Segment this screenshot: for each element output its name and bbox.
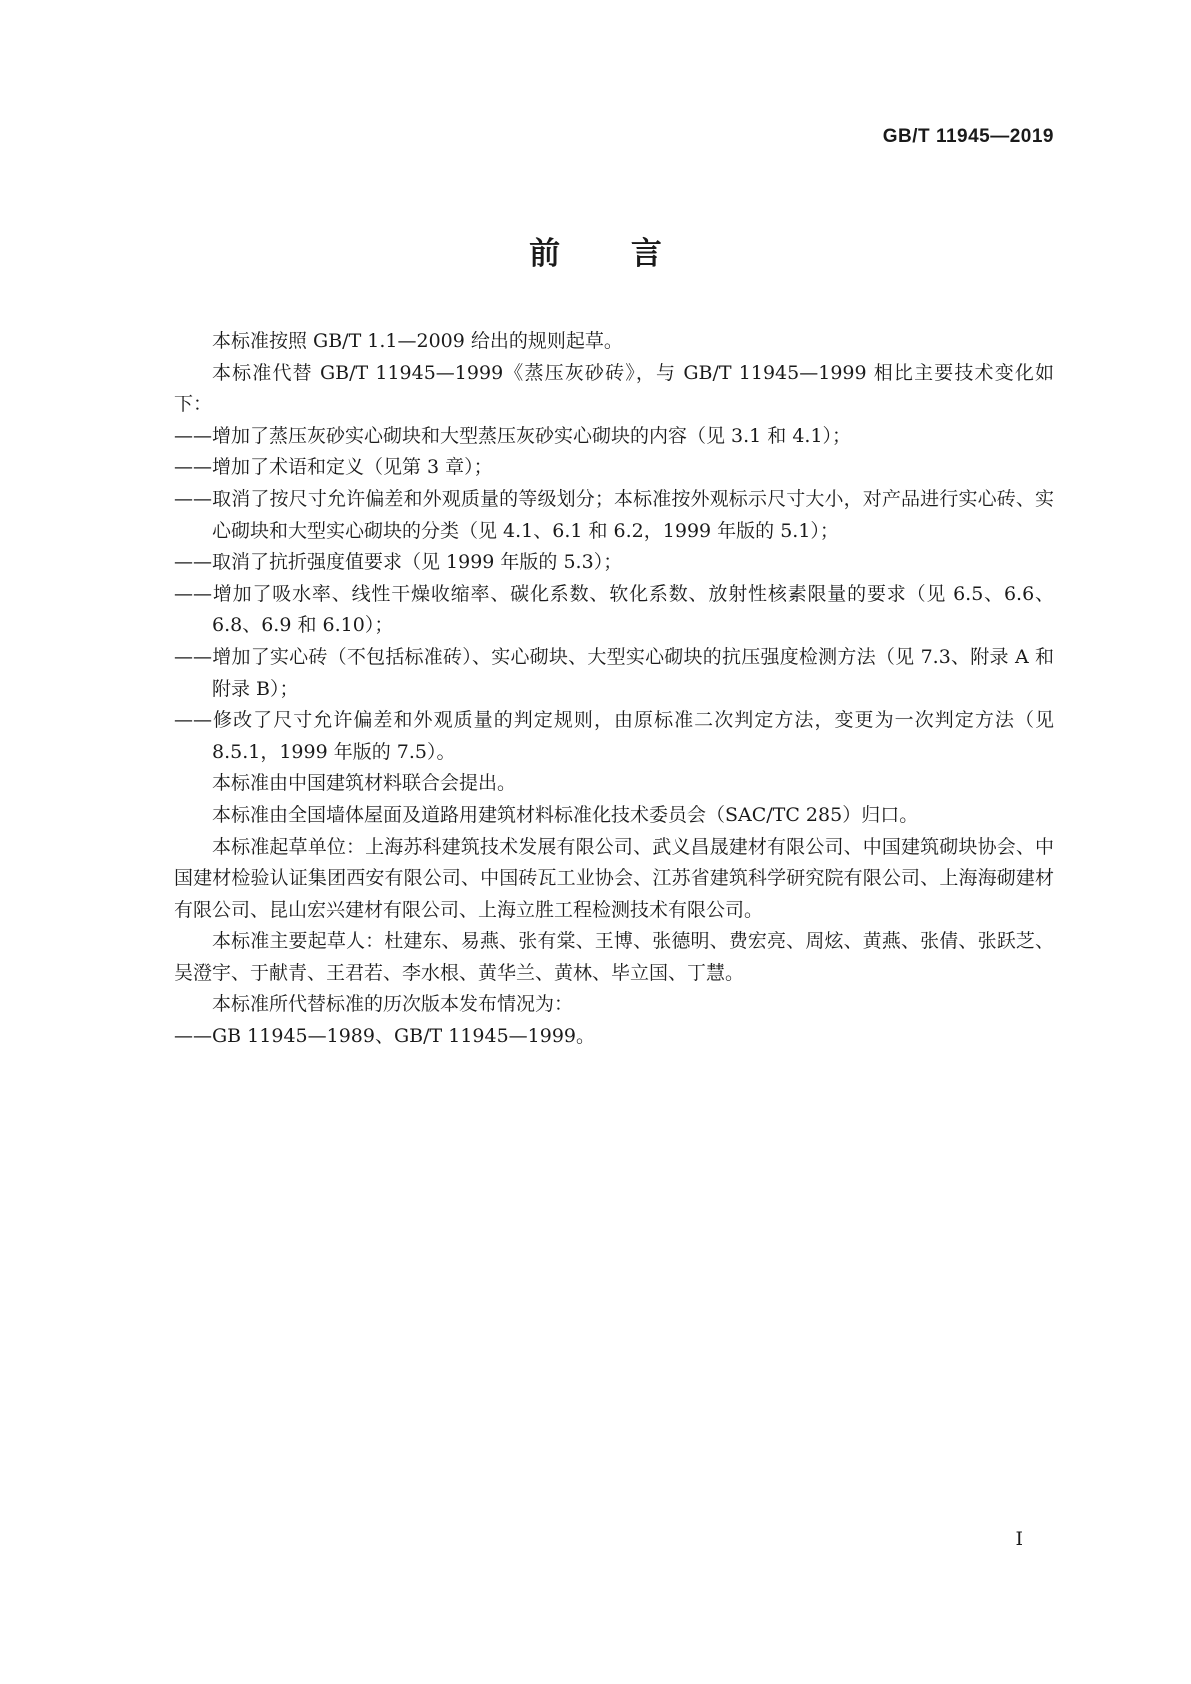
foreword-body [174, 326, 1054, 1053]
paragraph-committee: 本标准由全国墙体屋面及道路用建筑材料标准化技术委员会（SAC/TC 285）归口。 [212, 803, 919, 826]
page-number: I [1015, 1528, 1023, 1550]
change-item: ——修改了尺寸允许偏差和外观质量的判定规则，由原标准二次判定方法，变更为一次判定方法（见 8.5.1，1999 年版的 7.5）。 [174, 709, 1054, 763]
page-title: 前 言 [529, 236, 692, 272]
change-item: ——增加了术语和定义（见第 3 章）； [174, 456, 493, 479]
paragraph-drafting-units: 本标准起草单位：上海苏科建筑技术发展有限公司、武义昌晟建材有限公司、中国建筑砌块协会、中国建材检验认证集团西安有限公司、中国砖瓦工业协会、江苏省建筑科学研究院有限公司、上海海砌建材有限公司、昆山宏兴建材有限公司、上海立胜工程检测技术有限公司。 [174, 835, 1054, 921]
paragraph-history-intro: 本标准所代替标准的历次版本发布情况为： [212, 993, 574, 1016]
paragraph-proposer: 本标准由中国建筑材料联合会提出。 [212, 772, 517, 795]
change-item: ——取消了按尺寸允许偏差和外观质量的等级划分；本标准按外观标示尺寸大小，对产品进行实心砖、实心砌块和大型实心砌块的分类（见 4.1、6.1 和 6.2，1999 年版的 5.1）； [174, 487, 1054, 542]
change-item: ——增加了吸水率、线性干燥收缩率、碳化系数、软化系数、放射性核素限量的要求（见 6.5、6.6、6.8、6.9 和 6.10）； [174, 582, 1054, 637]
change-item: ——增加了实心砖（不包括标准砖）、实心砌块、大型实心砌块的抗压强度检测方法（见 7.3、附录 A 和附录 B）； [174, 645, 1054, 700]
change-item: ——增加了蒸压灰砂实心砌块和大型蒸压灰砂实心砌块的内容（见 3.1 和 4.1）； [174, 424, 852, 447]
history-item: ——GB 11945—1989、GB/T 11945—1999。 [174, 1025, 596, 1048]
paragraph-replaces: 本标准代替 GB/T 11945—1999《蒸压灰砂砖》，与 GB/T 11945—1999 相比主要技术变化如下： [174, 361, 1054, 416]
paragraph-drafters: 本标准主要起草人：杜建东、易燕、张有棠、王博、张德明、费宏亮、周炫、黄燕、张倩、张跃芝、吴澄宇、于献青、王君若、李水根、黄华兰、黄林、毕立国、丁慧。 [174, 930, 1054, 984]
standard-number: GB/T 11945—2019 [882, 126, 1054, 147]
paragraph-drafting-rules: 本标准按照 GB/T 1.1—2009 给出的规则起草。 [212, 330, 623, 352]
change-item: ——取消了抗折强度值要求（见 1999 年版的 5.3）； [174, 551, 623, 574]
